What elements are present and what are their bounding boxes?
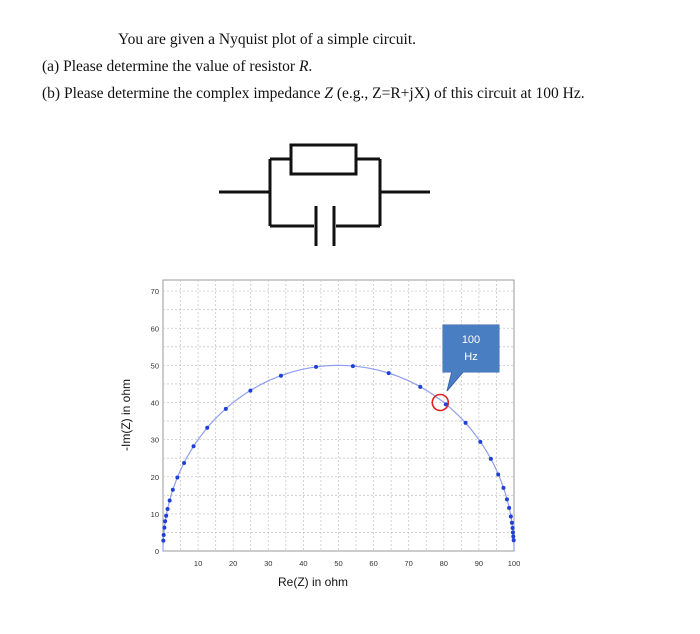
question-a: (a) Please determine the value of resistor R. [42, 58, 313, 75]
svg-text:40: 40 [299, 559, 308, 568]
svg-text:30: 30 [150, 435, 159, 445]
svg-text:90: 90 [474, 559, 484, 568]
question-b: (b) Please determine the complex impedance Z (e.g., Z=R+jX) of this circuit at 100 Hz. [42, 85, 585, 102]
svg-text:0: 0 [154, 547, 159, 556]
callout-line-1: 100 [461, 334, 481, 346]
svg-text:20: 20 [150, 472, 159, 482]
callout-line-2: Hz [464, 351, 478, 363]
svg-text:80: 80 [439, 559, 448, 568]
svg-text:10: 10 [193, 559, 203, 568]
svg-text:100: 100 [507, 559, 521, 568]
svg-text:50: 50 [334, 559, 343, 568]
y-axis-label: -Im(Z) in ohm [119, 379, 133, 451]
x-axis-label: Re(Z) in ohm [277, 575, 349, 589]
svg-text:20: 20 [229, 559, 238, 568]
svg-text:50: 50 [150, 361, 159, 371]
svg-text:10: 10 [150, 509, 159, 519]
svg-text:70: 70 [404, 559, 413, 568]
svg-text:40: 40 [150, 398, 159, 408]
svg-text:60: 60 [369, 559, 378, 568]
problem-intro: You are given a Nyquist plot of a simple circuit. [118, 31, 417, 48]
svg-text:60: 60 [150, 324, 159, 334]
svg-text:30: 30 [264, 559, 273, 568]
svg-text:70: 70 [150, 287, 159, 297]
